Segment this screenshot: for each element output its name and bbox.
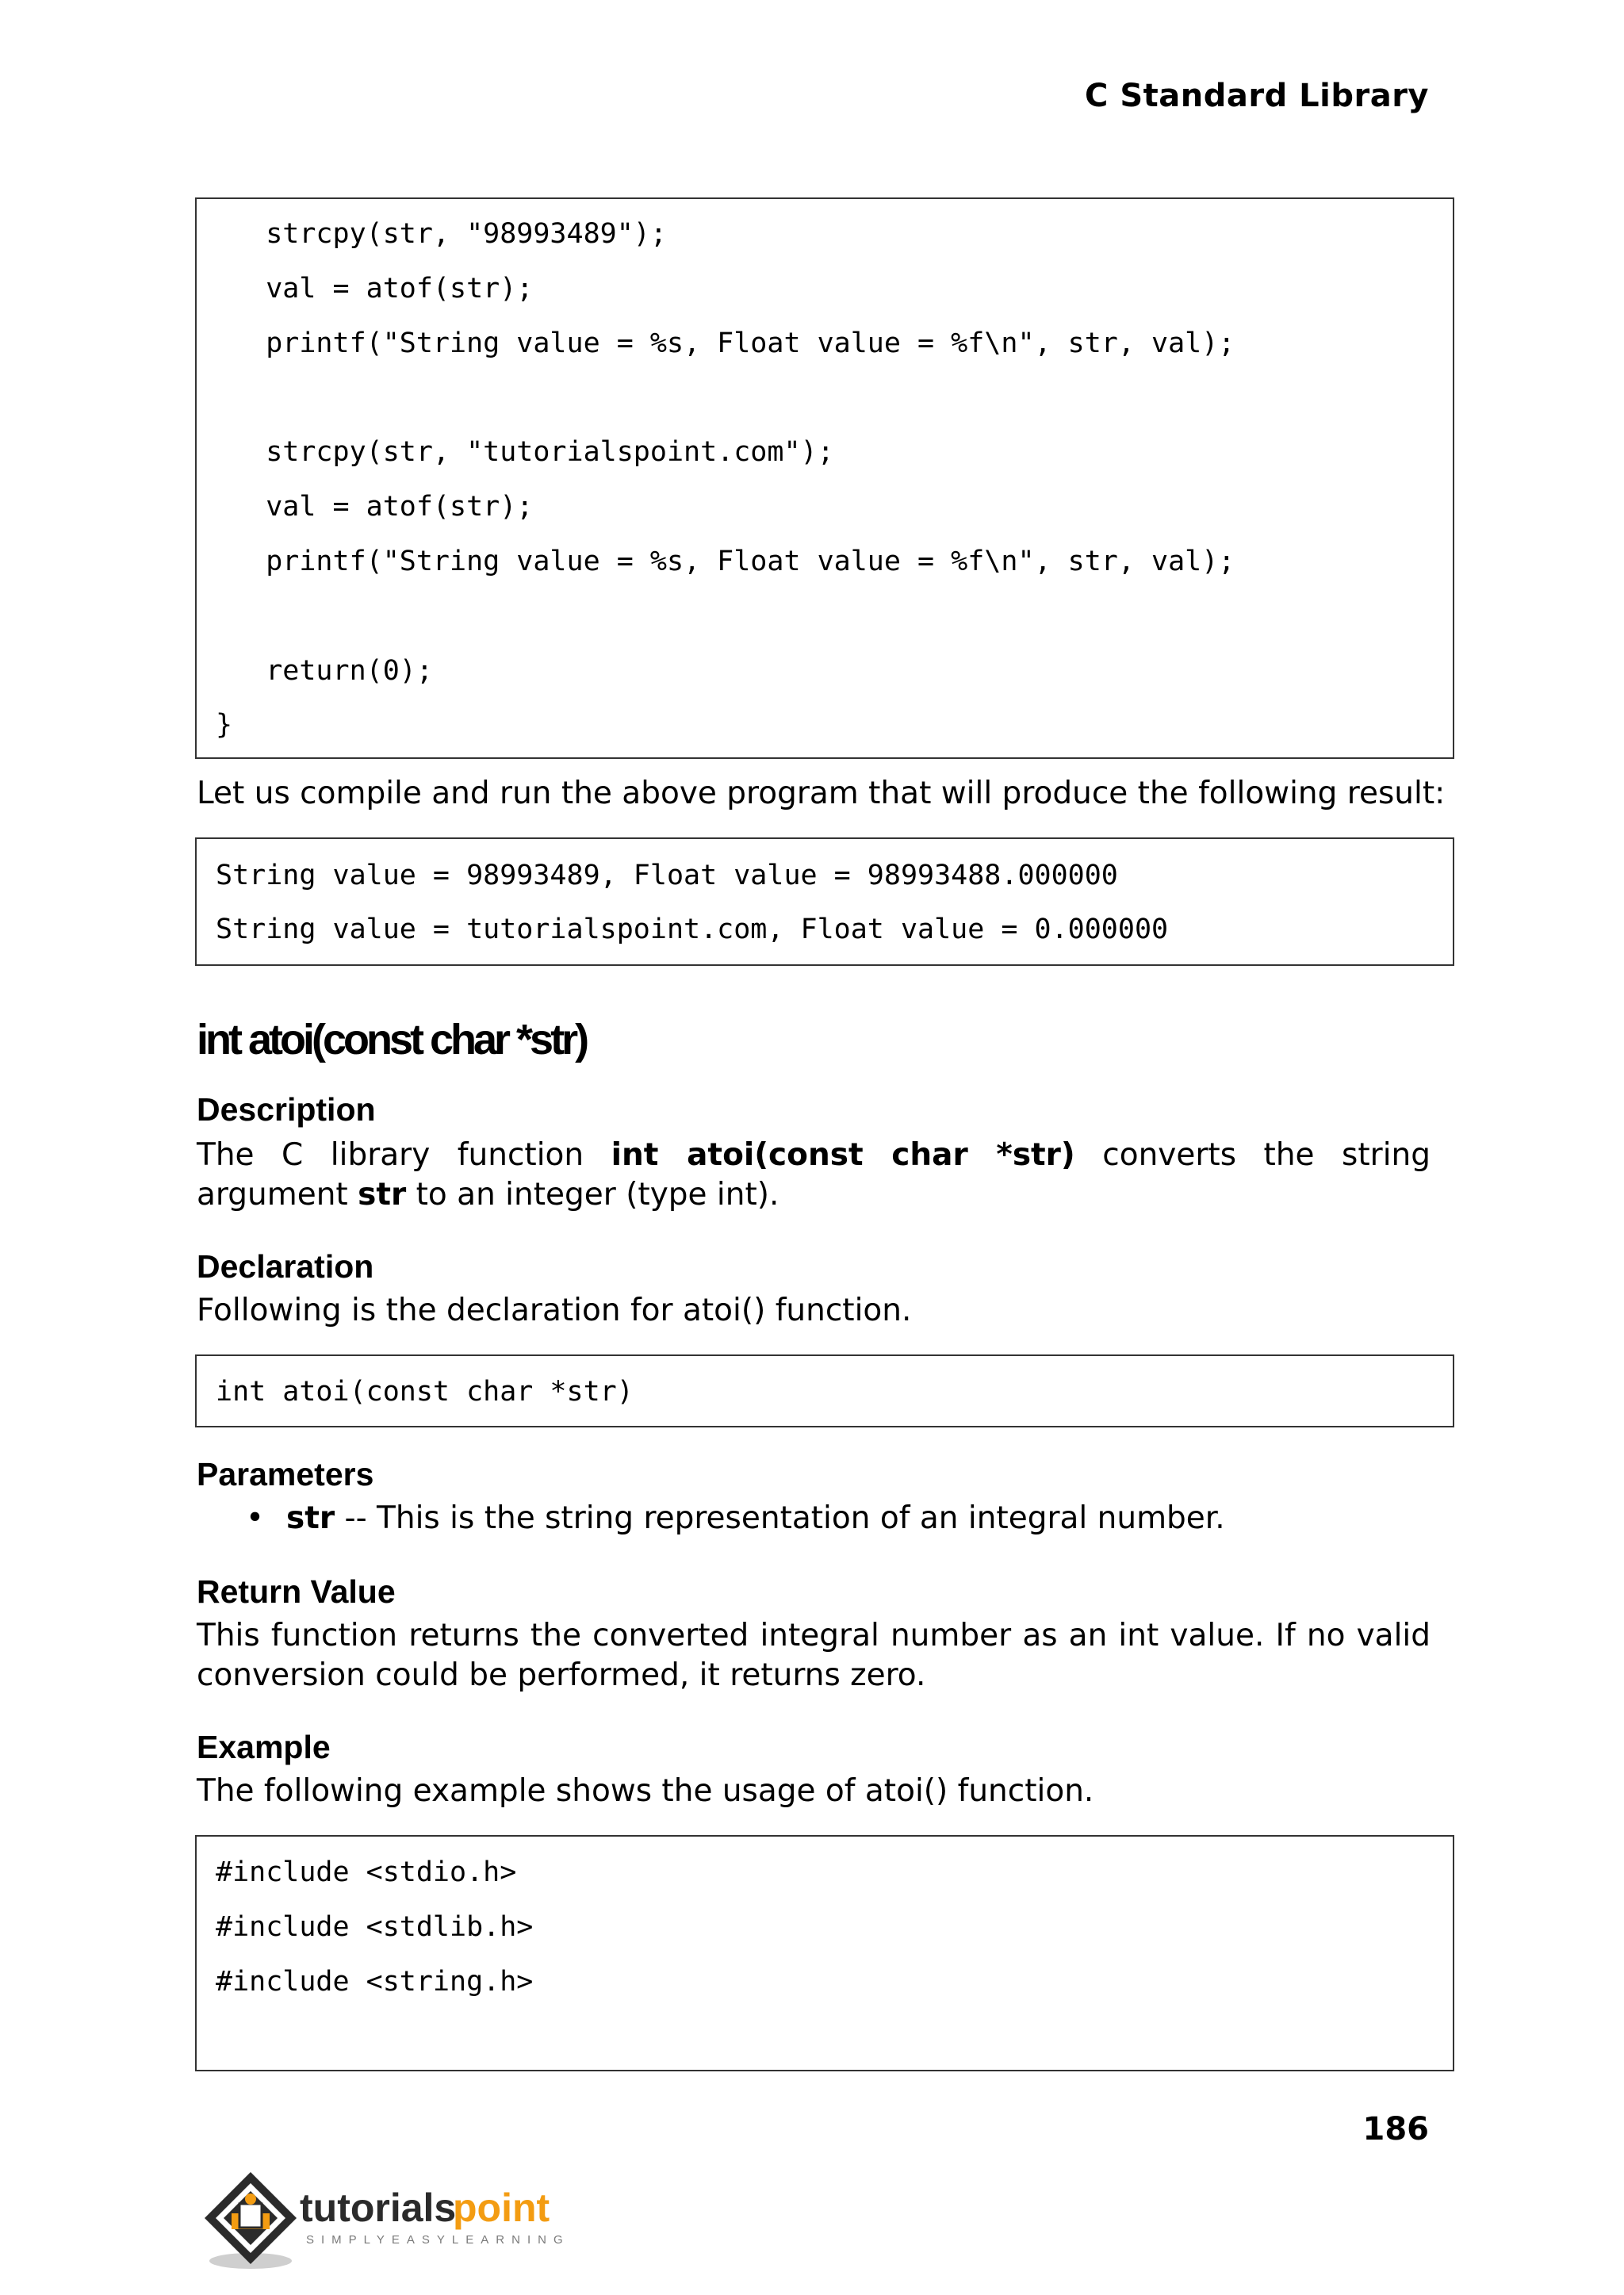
output-line: String value = 98993489, Float value = 98993488.000000 — [216, 860, 1118, 891]
description-text: The C library function — [197, 1137, 611, 1173]
example-heading: Example — [197, 1729, 331, 1765]
example-code-block — [195, 1835, 1454, 2071]
logo-mark-icon — [195, 2169, 568, 2272]
description-text: to an integer (type int). — [406, 1177, 779, 1213]
output-line: String value = tutorialspoint.com, Float value = 0.000000 — [216, 914, 1169, 945]
description-heading: Description — [197, 1091, 376, 1128]
logo-tagline: SIMPLYEASYLEARNING — [306, 2233, 568, 2247]
description-line-2 — [197, 1175, 779, 1215]
code-line: return(0); — [216, 655, 433, 687]
parameters-heading: Parameters — [197, 1456, 374, 1492]
code-line: int atoi(const char *str) — [216, 1376, 634, 1408]
logo-brand-part2: point — [453, 2186, 550, 2230]
running-header-title: C Standard Library — [1085, 78, 1429, 114]
function-title: int atoi(const char *str) — [197, 1016, 587, 1063]
code-line: #include <stdlib.h> — [216, 1911, 534, 1943]
parameter-description: -- This is the string representation of an integral number. — [335, 1500, 1225, 1536]
result-intro-text: Let us compile and run the above program that will produce the following result: — [197, 776, 1446, 811]
output-block — [195, 837, 1454, 966]
page-number: 186 — [1362, 2111, 1429, 2147]
parameter-name: str — [286, 1500, 335, 1536]
code-line: #include <string.h> — [216, 1966, 534, 1998]
declaration-code-block — [195, 1354, 1454, 1427]
description-text: converts the string — [1074, 1137, 1431, 1173]
code-line: #include <stdio.h> — [216, 1856, 517, 1888]
return-value-line-1: This function returns the converted integral number as an int value. If no valid — [197, 1618, 1431, 1653]
bullet-icon: • — [246, 1500, 265, 1536]
declaration-heading: Declaration — [197, 1248, 374, 1285]
code-line: printf("String value = %s, Float value = %f\n", str, val); — [216, 546, 1235, 577]
code-line: } — [216, 709, 233, 741]
argument-name-bold: str — [358, 1177, 407, 1213]
code-line: printf("String value = %s, Float value = %f\n", str, val); — [216, 328, 1235, 359]
description-line-1 — [197, 1136, 1431, 1175]
return-value-line-2: conversion could be performed, it returns zero. — [197, 1657, 926, 1693]
parameter-list-item — [246, 1499, 1225, 1538]
code-block-continuation — [195, 197, 1454, 759]
function-signature-bold: int atoi(const char *str) — [611, 1137, 1075, 1173]
return-value-heading: Return Value — [197, 1573, 396, 1610]
logo-brand-part1: tutorials — [300, 2186, 457, 2230]
example-text: The following example shows the usage of atoi() function. — [197, 1773, 1094, 1809]
code-line: val = atof(str); — [216, 273, 534, 305]
description-text: argument — [197, 1177, 358, 1213]
declaration-text: Following is the declaration for atoi() function. — [197, 1293, 912, 1328]
code-line: strcpy(str, "tutorialspoint.com"); — [216, 436, 834, 468]
code-line: val = atof(str); — [216, 491, 534, 523]
tutorialspoint-logo — [195, 2169, 568, 2272]
code-line: strcpy(str, "98993489"); — [216, 218, 667, 250]
